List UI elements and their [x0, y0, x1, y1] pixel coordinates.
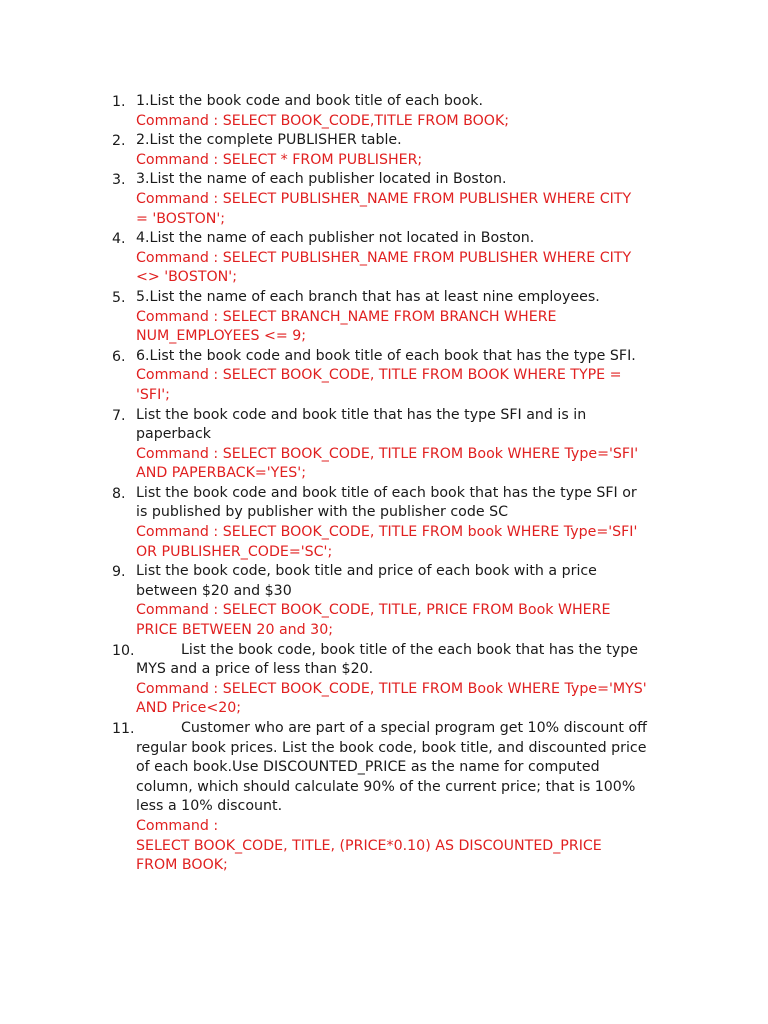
command-text: = 'BOSTON'; — [136, 210, 226, 227]
command-text: Command : SELECT PUBLISHER_NAME FROM PUBLISHER WHERE CITY — [136, 249, 632, 266]
command-text: Command : SELECT BOOK_CODE, TITLE, PRICE FROM Book WHERE — [136, 602, 611, 619]
question-text — [136, 641, 684, 661]
question-text: is published by publisher with the publisher code SC — [136, 504, 508, 521]
command-text: NUM_EMPLOYEES <= 9; — [136, 328, 307, 345]
item-number: 1. — [112, 94, 126, 110]
question-text: 6.List the book code and book title of each book that has the type SFI. — [136, 347, 636, 364]
list-item — [0, 484, 768, 562]
command-text: Command : SELECT BOOK_CODE,TITLE FROM BOOK; — [136, 112, 510, 129]
item-number: 6. — [112, 348, 126, 365]
question-text: List the book code and book title of each book that has the type SFI or — [136, 484, 637, 501]
command-text: <> 'BOSTON'; — [136, 269, 237, 286]
item-number: 11. — [112, 721, 135, 737]
question-text: 1.List the book code and book title of each book. — [136, 93, 483, 109]
item-number: 10. — [112, 642, 135, 659]
command-text: Command : SELECT PUBLISHER_NAME FROM PUBLISHER WHERE CITY — [136, 190, 632, 207]
question-text: MYS and a price of less than $20. — [136, 661, 374, 678]
question-text: List the book code, book title and price of each book with a price — [136, 563, 597, 580]
command-text: Command : SELECT BOOK_CODE, TITLE FROM Book WHERE Type='SFI' — [136, 445, 639, 462]
list-item — [0, 131, 768, 170]
list-item — [0, 406, 768, 484]
item-number: 4. — [112, 231, 126, 248]
list-item — [0, 229, 768, 288]
command-text: AND Price<20; — [136, 700, 242, 717]
question-text — [136, 719, 684, 739]
question-text: 2.List the complete PUBLISHER table. — [136, 132, 402, 149]
command-text: Command : SELECT BOOK_CODE, TITLE FROM BOOK WHERE TYPE = — [136, 367, 622, 384]
item-number: 8. — [112, 485, 126, 502]
item-number: 7. — [112, 407, 126, 424]
command-text: Command : SELECT BOOK_CODE, TITLE FROM Book WHERE Type='MYS' — [136, 680, 647, 697]
item-number: 3. — [112, 172, 126, 189]
command-text: OR PUBLISHER_CODE='SC'; — [136, 543, 333, 560]
list-item — [0, 719, 768, 876]
command-text: Command : SELECT * FROM PUBLISHER; — [136, 151, 423, 168]
question-text: less a 10% discount. — [136, 798, 283, 815]
question-text: paperback — [136, 426, 211, 443]
item-number: 5. — [112, 289, 126, 306]
list-item — [0, 92, 768, 131]
list-item — [0, 170, 768, 229]
list-item — [0, 288, 768, 347]
question-text: between $20 and $30 — [136, 582, 292, 599]
question-text: 5.List the name of each branch that has at least nine employees. — [136, 288, 600, 305]
list-item — [0, 562, 768, 640]
question-text: of each book.Use DISCOUNTED_PRICE as the name for computed — [136, 759, 600, 776]
command-text: 'SFI'; — [136, 386, 170, 403]
document-body — [0, 92, 768, 876]
list-item — [0, 347, 768, 406]
command-text: Command : — [136, 817, 219, 834]
question-text: 4.List the name of each publisher not located in Boston. — [136, 230, 535, 247]
command-text: Command : SELECT BRANCH_NAME FROM BRANCH WHERE — [136, 308, 557, 325]
command-text: PRICE BETWEEN 20 and 30; — [136, 622, 334, 639]
command-text: Command : SELECT BOOK_CODE, TITLE FROM book WHERE Type='SFI' — [136, 524, 638, 541]
item-number: 9. — [112, 564, 126, 581]
question-text: regular book prices. List the book code, book title, and discounted price — [136, 739, 647, 756]
question-text: column, which should calculate 90% of the current price; that is 100% — [136, 778, 636, 795]
question-text-start: List the book code, book title of the each book that has the type — [181, 641, 638, 658]
command-text: SELECT BOOK_CODE, TITLE, (PRICE*0.10) AS DISCOUNTED_PRICE — [136, 837, 602, 854]
command-text: FROM BOOK; — [136, 857, 228, 874]
item-number: 2. — [112, 133, 126, 150]
command-text: AND PAPERBACK='YES'; — [136, 465, 306, 482]
question-text-start: Customer who are part of a special program get 10% discount off — [181, 720, 647, 736]
question-text: List the book code and book title that has the type SFI and is in — [136, 406, 587, 423]
list-item — [0, 641, 768, 719]
question-text: 3.List the name of each publisher located in Boston. — [136, 171, 507, 188]
